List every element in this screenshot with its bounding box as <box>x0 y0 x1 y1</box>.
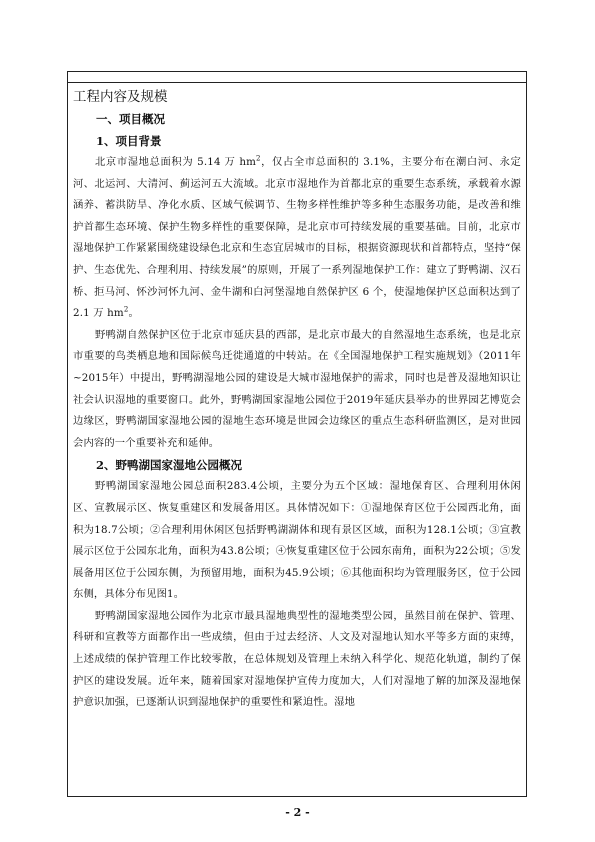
heading-project-background: 1、项目背景 <box>96 134 162 148</box>
heading-park-overview: 2、野鸭湖国家湿地公园概况 <box>96 458 243 473</box>
page-number: - 2 - <box>285 806 310 819</box>
superscript: 2 <box>123 305 129 314</box>
paragraph-text: ，仅占全市总面积的 3.1%，主要分布在潮白河、永定河、北运河、大清河、蓟运河五大流域。北京市湿地作为首都北京的重要生态系统，承载着水源涵养、蓄洪防旱、净化水质、区域气候调节、生物多样性维护等多种生态服务功能，是改善和维护首都生态环境、保护生物多样性的重要保障，是北京市可持续发展的重要基础。目前，北京市湿地保护工作紧紧围绕建设绿色北京和生态宜居城市的目标，根据资源现状和首都特点，坚持“保护、生态优先、合理利用、持续发展”的原则，开展了一系列湿地保护工作：建立了野鸭湖、汉石桥、拒马河、怀沙河怀九河、金牛湖和白河堡湿地自然保护区 6 个，使湿地保护区总面积达到了 2.1 万 hm <box>73 156 521 320</box>
document-table-frame <box>67 71 527 797</box>
paragraph-park-status: 野鸭湖国家湿地公园作为北京市最具湿地典型性的湿地类型公园，虽然目前在保护、管理、科研和宣教等方面都作出一些成绩，但由于过去经济、人文及对湿地认知水平等多方面的束缚，上述成绩的保护管理工作比较零散，在总体规划及管理上未纳入科学化、规范化轨道，制约了保护区的建设发展。近年来，随着国家对湿地保护宣传力度加大，人们对湿地了解的加深及湿地保护意识加强，已逐渐认识到湿地保护的重要性和紧迫性。湿地 <box>73 609 521 709</box>
section-title: 工程内容及规模 <box>73 89 168 105</box>
paragraph-text: 。 <box>128 307 139 320</box>
paragraph-park-zones: 野鸭湖国家湿地公园总面积283.4公顷，主要分为五个区域：湿地保育区、合理利用休闲区、宣教展示区、恢复重建区和发展备用区。具体情况如下：①湿地保育区位于公园西北角，面积为18.7公顷；②合理利用休闲区包括野鸭湖湖体和现有景区区域，面积为128.1公顷；③宣教展示区位于公园东北角，面积为43.8公顷；④恢复重建区位于公园东南角，面积为22公顷；⑤发展备用区位于公园东侧，为预留用地，面积为45.9公顷；⑥其他面积均为管理服务区，位于公园东侧，具体分布见图1。 <box>73 480 521 601</box>
heading-project-overview: 一、项目概况 <box>96 112 165 126</box>
paragraph-yeyahu-reserve: 野鸭湖自然保护区位于北京市延庆县的西部，是北京市最大的自然湿地生态系统，也是北京市重要的鸟类栖息地和国际候鸟迁徙通道的中转站。在《全国湿地保护工程实施规划》（2011年~2015年）中提出，野鸭湖湿地公园的建设是大城市湿地保护的需求，同时也是普及湿地知识让社会认识湿地的重要窗口。此外，野鸭湖国家湿地公园位于2019年延庆县举办的世界园艺博览会边缘区，野鸭湖国家湿地公园的湿地生态环境是世园会边缘区的重点生态科研监测区，是对世园会内容的一个重要补充和延伸。 <box>73 328 521 449</box>
content-cell <box>68 86 526 714</box>
paragraph-wetland-overview <box>73 152 521 325</box>
paragraph-text: 北京市湿地总面积为 5.14 万 hm <box>95 156 257 168</box>
superscript: 2 <box>256 154 261 163</box>
table-top-row <box>68 72 526 83</box>
